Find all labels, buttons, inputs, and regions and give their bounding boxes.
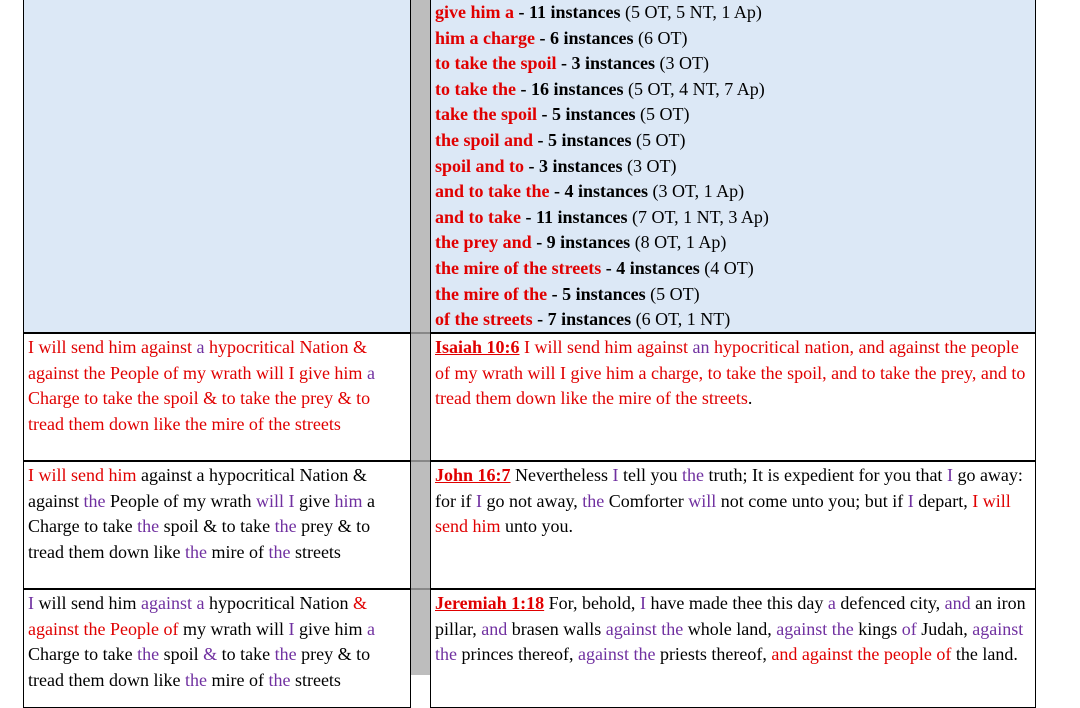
phrase-text: the prey and <box>435 232 532 253</box>
right-cell-row-1 <box>430 332 1036 462</box>
instance-breakdown: (8 OT, 1 Ap) <box>630 232 727 253</box>
text-segment: priests thereof, <box>655 644 772 665</box>
instance-count: - 3 instances <box>556 53 655 74</box>
phrase-stat-row <box>435 179 1031 205</box>
phrase-stat-row <box>435 154 1031 180</box>
text-segment: Judah, <box>916 618 973 639</box>
text-segment: have made thee this day <box>645 593 828 613</box>
text-segment: not come unto you; but if <box>716 490 908 511</box>
phrase-text: of the streets <box>435 309 533 330</box>
text-segment: I <box>907 490 914 511</box>
text-segment: I <box>612 465 619 485</box>
left-cell-row-3 <box>23 588 411 708</box>
left-cell-text <box>28 335 406 437</box>
text-segment: mire of <box>206 669 269 690</box>
text-segment: I will send him against <box>519 337 693 357</box>
text-segment: Charge to take the spoil & to take the prey & to tread them down like the mire of the streets <box>28 388 371 434</box>
instance-breakdown: (4 OT) <box>699 257 754 278</box>
text-segment: the <box>274 644 297 665</box>
phrase-stat-row <box>435 256 1031 282</box>
phrase-stat-row <box>435 26 1031 52</box>
phrase-text: and to take <box>435 206 522 227</box>
text-segment: streets <box>290 669 341 690</box>
text-segment: the <box>83 490 106 511</box>
text-segment: give <box>294 490 335 511</box>
instance-breakdown: (3 OT, 1 Ap) <box>648 181 745 202</box>
phrase-text: to take the <box>435 78 516 99</box>
column-gutter <box>410 0 431 675</box>
text-segment: People of my wrath <box>105 490 256 511</box>
instance-breakdown: (6 OT) <box>633 27 688 48</box>
text-segment: against the <box>776 618 854 639</box>
verse-reference: Isaiah 10:6 <box>435 337 520 357</box>
text-segment: prey & to tread them down like <box>28 644 371 690</box>
text-segment: and <box>944 593 971 613</box>
verse-text <box>435 591 1031 668</box>
verse-text <box>435 335 1031 412</box>
text-segment: prey & to tread them down like <box>28 516 371 562</box>
text-segment: I <box>288 618 295 639</box>
text-segment: spoil <box>159 644 204 665</box>
instance-breakdown: (6 OT, 1 NT) <box>631 309 731 330</box>
text-segment: the <box>268 669 291 690</box>
text-segment: a <box>827 593 836 613</box>
text-segment: I <box>28 593 34 613</box>
phrase-text: spoil and to <box>435 155 525 176</box>
instance-count: - 5 instances <box>537 104 636 125</box>
instance-count: - 11 instances <box>521 206 628 227</box>
text-segment: I will send him <box>435 490 1011 537</box>
text-segment: I <box>475 490 482 511</box>
text-segment: spoil & to take <box>159 516 275 537</box>
right-cell-row-3 <box>430 588 1036 708</box>
phrase-text: take the spoil <box>435 104 538 125</box>
phrase-text: the mire of the <box>435 283 548 304</box>
text-segment: will send him <box>34 593 141 613</box>
text-segment: For, behold, <box>544 593 640 613</box>
phrase-stat-row <box>435 128 1031 154</box>
text-segment: my wrath will <box>178 618 289 639</box>
instance-count: - 9 instances <box>531 232 631 253</box>
instance-breakdown: (5 OT) <box>645 283 700 304</box>
text-segment: will <box>688 490 717 511</box>
text-segment: a <box>196 337 205 357</box>
text-segment: the <box>274 516 297 537</box>
text-segment: the <box>137 516 160 537</box>
verse-text <box>435 463 1031 540</box>
gutter-rule <box>410 588 431 590</box>
phrase-stats-list <box>435 0 1031 333</box>
text-segment: against the <box>435 618 1024 665</box>
verse-reference: Jeremiah 1:18 <box>435 593 545 613</box>
text-segment: hypocritical Nation <box>204 593 353 613</box>
phrase-stat-row <box>435 51 1031 77</box>
text-segment: truth; It is expedient for you that <box>703 465 947 485</box>
text-segment: whole land, <box>683 618 777 639</box>
instance-count: - 7 instances <box>532 309 632 330</box>
instance-count: - 11 instances <box>514 2 621 22</box>
phrase-text: and to take the <box>435 181 550 202</box>
text-segment: princes thereof, <box>457 644 578 665</box>
text-segment: him <box>334 490 363 511</box>
text-segment: against a hypocritical Nation & against <box>28 465 367 511</box>
instance-breakdown: (7 OT, 1 NT, 3 Ap) <box>627 206 769 227</box>
text-segment: against the <box>577 644 656 665</box>
text-segment: I will send him <box>28 465 137 485</box>
text-segment: give him <box>294 618 367 639</box>
text-segment: and against the people of <box>771 644 952 665</box>
text-segment: I <box>639 593 646 613</box>
text-segment: streets <box>290 541 341 562</box>
text-segment: mire of <box>206 541 269 562</box>
instance-count: - 4 instances <box>549 181 649 202</box>
text-segment: the <box>681 465 704 485</box>
phrase-stat-row <box>435 205 1031 231</box>
text-segment: the <box>184 669 207 690</box>
instance-count: - 5 instances <box>547 283 646 304</box>
instance-count: - 5 instances <box>533 129 632 150</box>
verse-reference: John 16:7 <box>435 465 511 485</box>
left-cell-text <box>28 591 406 693</box>
text-segment: & <box>203 644 218 665</box>
left-cell-text <box>28 463 406 565</box>
text-segment: kings <box>853 618 902 639</box>
text-segment: hypocritical Nation & against the People of my wrath will I give him <box>28 337 367 383</box>
instance-count: - 4 instances <box>601 257 700 278</box>
phrase-stat-row <box>435 230 1031 256</box>
text-segment: against the <box>605 618 684 639</box>
phrase-stat-row <box>435 307 1031 333</box>
text-segment: a <box>366 618 375 639</box>
instance-count: - 3 instances <box>524 155 623 176</box>
text-segment: defenced city, <box>835 593 945 613</box>
gutter-rule <box>410 460 431 462</box>
gutter-rule <box>410 332 431 334</box>
text-segment: the <box>582 490 605 511</box>
text-segment: the <box>268 541 291 562</box>
text-segment: the land. <box>951 644 1018 665</box>
instance-breakdown: (5 OT) <box>635 104 690 125</box>
phrase-stats-cell <box>430 0 1036 334</box>
phrase-stat-row <box>435 282 1031 308</box>
text-segment: an iron pillar, <box>435 593 1026 639</box>
phrase-text: the mire of the streets <box>435 257 602 278</box>
text-segment: and <box>481 618 508 639</box>
left-blank-cell <box>23 0 411 334</box>
text-segment: hypocritical nation, and against the people of my wrath will I give him a charge, to take the spoil, and to take the prey, and to tread them down like the mire of the streets <box>435 337 1026 409</box>
text-segment: Comforter <box>604 490 689 511</box>
text-segment: an <box>692 337 710 357</box>
text-segment: to take <box>217 644 275 665</box>
left-cell-row-1 <box>23 332 411 462</box>
text-segment: . <box>747 388 753 409</box>
phrase-text: give him a <box>435 2 514 22</box>
phrase-stat-row <box>435 102 1031 128</box>
text-segment: Charge to take <box>28 644 138 665</box>
left-cell-row-2 <box>23 460 411 590</box>
phrase-text: to take the spoil <box>435 53 557 74</box>
phrase-stat-row <box>435 77 1031 103</box>
instance-count: - 16 instances <box>515 78 624 99</box>
text-segment: unto you. <box>500 516 574 537</box>
phrase-text: the spoil and <box>435 129 534 150</box>
text-segment: Nevertheless <box>510 465 613 485</box>
text-segment: of <box>901 618 917 639</box>
instance-breakdown: (5 OT, 5 NT, 1 Ap) <box>620 2 762 22</box>
text-segment: go away: for if <box>435 465 1023 511</box>
text-segment: will I <box>255 490 295 511</box>
text-segment: a Charge to take <box>28 490 375 537</box>
text-segment: against a <box>141 593 205 613</box>
text-segment: a <box>366 362 375 383</box>
text-segment: tell you <box>618 465 682 485</box>
instance-breakdown: (5 OT) <box>631 129 686 150</box>
phrase-stat-row <box>435 0 1031 26</box>
text-segment: the <box>184 541 207 562</box>
instance-count: - 6 instances <box>534 27 634 48</box>
instance-breakdown: (3 OT) <box>655 53 709 74</box>
text-segment: depart, <box>913 490 973 511</box>
instance-breakdown: (5 OT, 4 NT, 7 Ap) <box>623 78 765 99</box>
text-segment: the <box>137 644 160 665</box>
text-segment: I will send him against <box>28 337 197 357</box>
text-segment: & against the People of <box>28 593 367 639</box>
text-segment: go not away, <box>481 490 583 511</box>
right-cell-row-2 <box>430 460 1036 590</box>
instance-breakdown: (3 OT) <box>622 155 677 176</box>
text-segment: brasen walls <box>507 618 606 639</box>
text-segment: I <box>946 465 953 485</box>
phrase-text: him a charge <box>435 27 535 48</box>
